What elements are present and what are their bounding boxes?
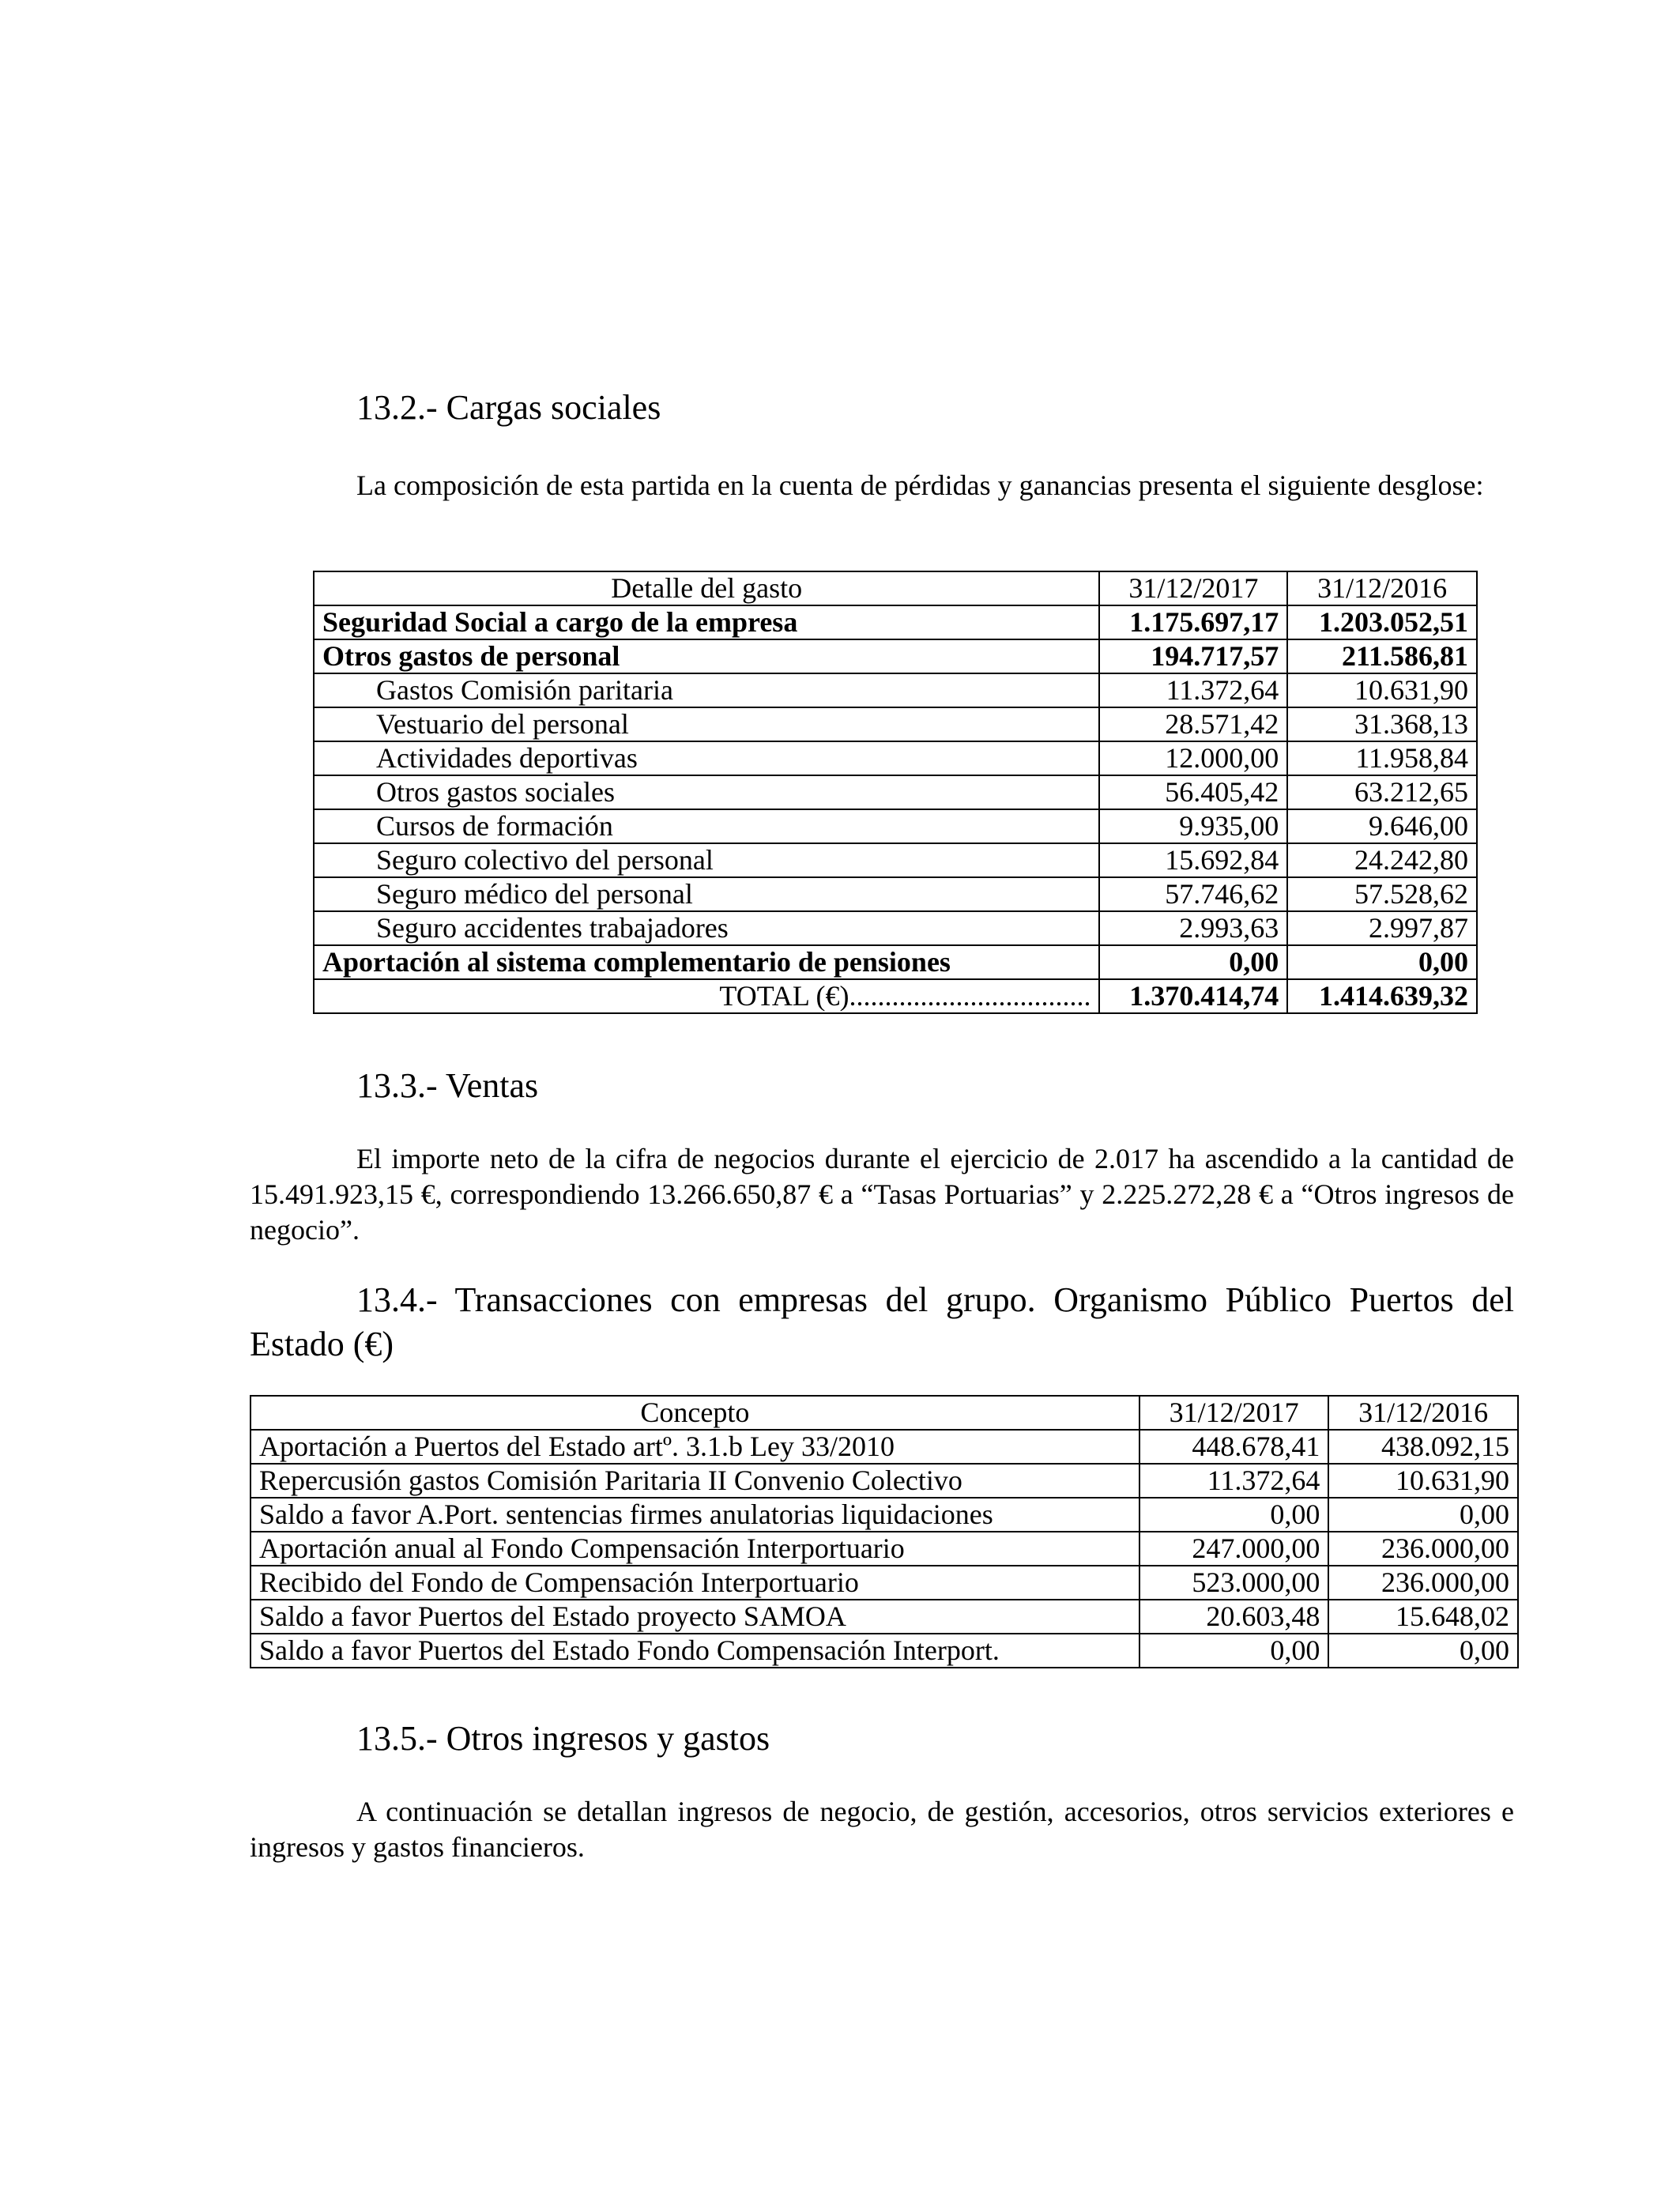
table-row xyxy=(314,877,1477,911)
row-value-2017: 56.405,42 xyxy=(1099,775,1287,809)
header-2016: 31/12/2016 xyxy=(1287,571,1477,605)
row-label: Gastos Comisión paritaria xyxy=(314,673,1099,707)
section-13-5-text xyxy=(250,1794,1514,1865)
header-concepto: Concepto xyxy=(250,1396,1139,1430)
total-value-2016: 1.414.639,32 xyxy=(1287,979,1477,1013)
row-value-2016: 9.646,00 xyxy=(1287,809,1477,843)
table-row xyxy=(250,1566,1518,1600)
row-label: Seguridad Social a cargo de la empresa xyxy=(314,605,1099,639)
table-row xyxy=(314,639,1477,673)
section-13-5-heading: 13.5.- Otros ingresos y gastos xyxy=(356,1719,770,1758)
cargas-sociales-table xyxy=(313,571,1478,1014)
table-total-row xyxy=(314,979,1477,1013)
total-label: TOTAL (€).................................. xyxy=(314,979,1099,1013)
table-row xyxy=(314,775,1477,809)
row-value-2016: 211.586,81 xyxy=(1287,639,1477,673)
table-row xyxy=(250,1498,1518,1532)
section-13-2-intro-text: La composición de esta partida en la cuenta de pérdidas y ganancias presenta el siguiente desglose: xyxy=(356,469,1484,501)
row-value-2017: 1.175.697,17 xyxy=(1099,605,1287,639)
row-label: Seguro médico del personal xyxy=(314,877,1099,911)
row-value-2016: 236.000,00 xyxy=(1328,1566,1518,1600)
header-detalle: Detalle del gasto xyxy=(314,571,1099,605)
row-value-2016: 10.631,90 xyxy=(1328,1464,1518,1498)
table-row xyxy=(314,673,1477,707)
table-header-row xyxy=(250,1396,1518,1430)
table-row xyxy=(314,707,1477,741)
row-label: Actividades deportivas xyxy=(314,741,1099,775)
row-value-2017: 9.935,00 xyxy=(1099,809,1287,843)
row-value-2016: 15.648,02 xyxy=(1328,1600,1518,1634)
row-value-2016: 0,00 xyxy=(1328,1498,1518,1532)
row-value-2016: 63.212,65 xyxy=(1287,775,1477,809)
row-value-2016: 24.242,80 xyxy=(1287,843,1477,877)
section-13-3-heading: 13.3.- Ventas xyxy=(356,1066,539,1105)
row-value-2016: 11.958,84 xyxy=(1287,741,1477,775)
table-row xyxy=(250,1600,1518,1634)
table-row xyxy=(314,843,1477,877)
table-row xyxy=(314,911,1477,945)
row-value-2016: 236.000,00 xyxy=(1328,1532,1518,1566)
row-label: Aportación a Puertos del Estado artº. 3.1.b Ley 33/2010 xyxy=(250,1430,1139,1464)
row-label: Repercusión gastos Comisión Paritaria II Convenio Colectivo xyxy=(250,1464,1139,1498)
header-2017: 31/12/2017 xyxy=(1139,1396,1329,1430)
row-value-2017: 12.000,00 xyxy=(1099,741,1287,775)
table-row xyxy=(314,945,1477,979)
row-value-2016: 2.997,87 xyxy=(1287,911,1477,945)
row-label: Otros gastos de personal xyxy=(314,639,1099,673)
row-label: Cursos de formación xyxy=(314,809,1099,843)
row-label: Vestuario del personal xyxy=(314,707,1099,741)
row-value-2017: 247.000,00 xyxy=(1139,1532,1329,1566)
section-13-3-text xyxy=(250,1141,1514,1248)
section-13-5-text-body: A continuación se detallan ingresos de negocio, de gestión, accesorios, otros servicios exteriores e ingresos y gastos financieros. xyxy=(250,1796,1514,1863)
header-2016: 31/12/2016 xyxy=(1328,1396,1518,1430)
table-row xyxy=(314,741,1477,775)
row-label: Seguro accidentes trabajadores xyxy=(314,911,1099,945)
row-label: Recibido del Fondo de Compensación Interportuario xyxy=(250,1566,1139,1600)
row-value-2016: 0,00 xyxy=(1328,1634,1518,1668)
row-value-2017: 11.372,64 xyxy=(1139,1464,1329,1498)
total-value-2017: 1.370.414,74 xyxy=(1099,979,1287,1013)
row-value-2017: 448.678,41 xyxy=(1139,1430,1329,1464)
row-value-2016: 0,00 xyxy=(1287,945,1477,979)
row-value-2017: 194.717,57 xyxy=(1099,639,1287,673)
section-13-2-intro xyxy=(250,468,1514,503)
table-row xyxy=(314,605,1477,639)
row-value-2017: 20.603,48 xyxy=(1139,1600,1329,1634)
section-13-3-text-body: El importe neto de la cifra de negocios durante el ejercicio de 2.017 ha ascendido a la cantidad de 15.491.923,15 €, correspondiendo 13.266.650,87 € a “Tasas Portuarias” y 2.225.272,28 € a “Otros ingresos de negocio”. xyxy=(250,1143,1514,1246)
row-value-2016: 31.368,13 xyxy=(1287,707,1477,741)
section-13-2-heading: 13.2.- Cargas sociales xyxy=(356,388,661,427)
row-label: Saldo a favor Puertos del Estado proyecto SAMOA xyxy=(250,1600,1139,1634)
row-label: Aportación anual al Fondo Compensación Interportuario xyxy=(250,1532,1139,1566)
row-value-2017: 0,00 xyxy=(1139,1498,1329,1532)
row-label: Seguro colectivo del personal xyxy=(314,843,1099,877)
row-value-2017: 523.000,00 xyxy=(1139,1566,1329,1600)
row-value-2016: 1.203.052,51 xyxy=(1287,605,1477,639)
row-label: Saldo a favor A.Port. sentencias firmes anulatorias liquidaciones xyxy=(250,1498,1139,1532)
row-value-2017: 11.372,64 xyxy=(1099,673,1287,707)
row-value-2017: 2.993,63 xyxy=(1099,911,1287,945)
row-label: Aportación al sistema complementario de pensiones xyxy=(314,945,1099,979)
table-row xyxy=(250,1464,1518,1498)
row-value-2017: 0,00 xyxy=(1099,945,1287,979)
row-value-2016: 438.092,15 xyxy=(1328,1430,1518,1464)
table-row xyxy=(250,1634,1518,1668)
header-2017: 31/12/2017 xyxy=(1099,571,1287,605)
table-row xyxy=(250,1532,1518,1566)
transacciones-table xyxy=(250,1395,1519,1668)
row-value-2016: 57.528,62 xyxy=(1287,877,1477,911)
row-label: Saldo a favor Puertos del Estado Fondo Compensación Interport. xyxy=(250,1634,1139,1668)
section-13-4-heading-text: 13.4.- Transacciones con empresas del grupo. Organismo Público Puertos del Estado (€) xyxy=(250,1280,1514,1363)
row-value-2017: 15.692,84 xyxy=(1099,843,1287,877)
table-row xyxy=(250,1430,1518,1464)
table-row xyxy=(314,809,1477,843)
section-13-4-heading xyxy=(250,1278,1514,1367)
table-header-row xyxy=(314,571,1477,605)
row-value-2017: 28.571,42 xyxy=(1099,707,1287,741)
row-value-2017: 0,00 xyxy=(1139,1634,1329,1668)
row-value-2016: 10.631,90 xyxy=(1287,673,1477,707)
row-label: Otros gastos sociales xyxy=(314,775,1099,809)
row-value-2017: 57.746,62 xyxy=(1099,877,1287,911)
